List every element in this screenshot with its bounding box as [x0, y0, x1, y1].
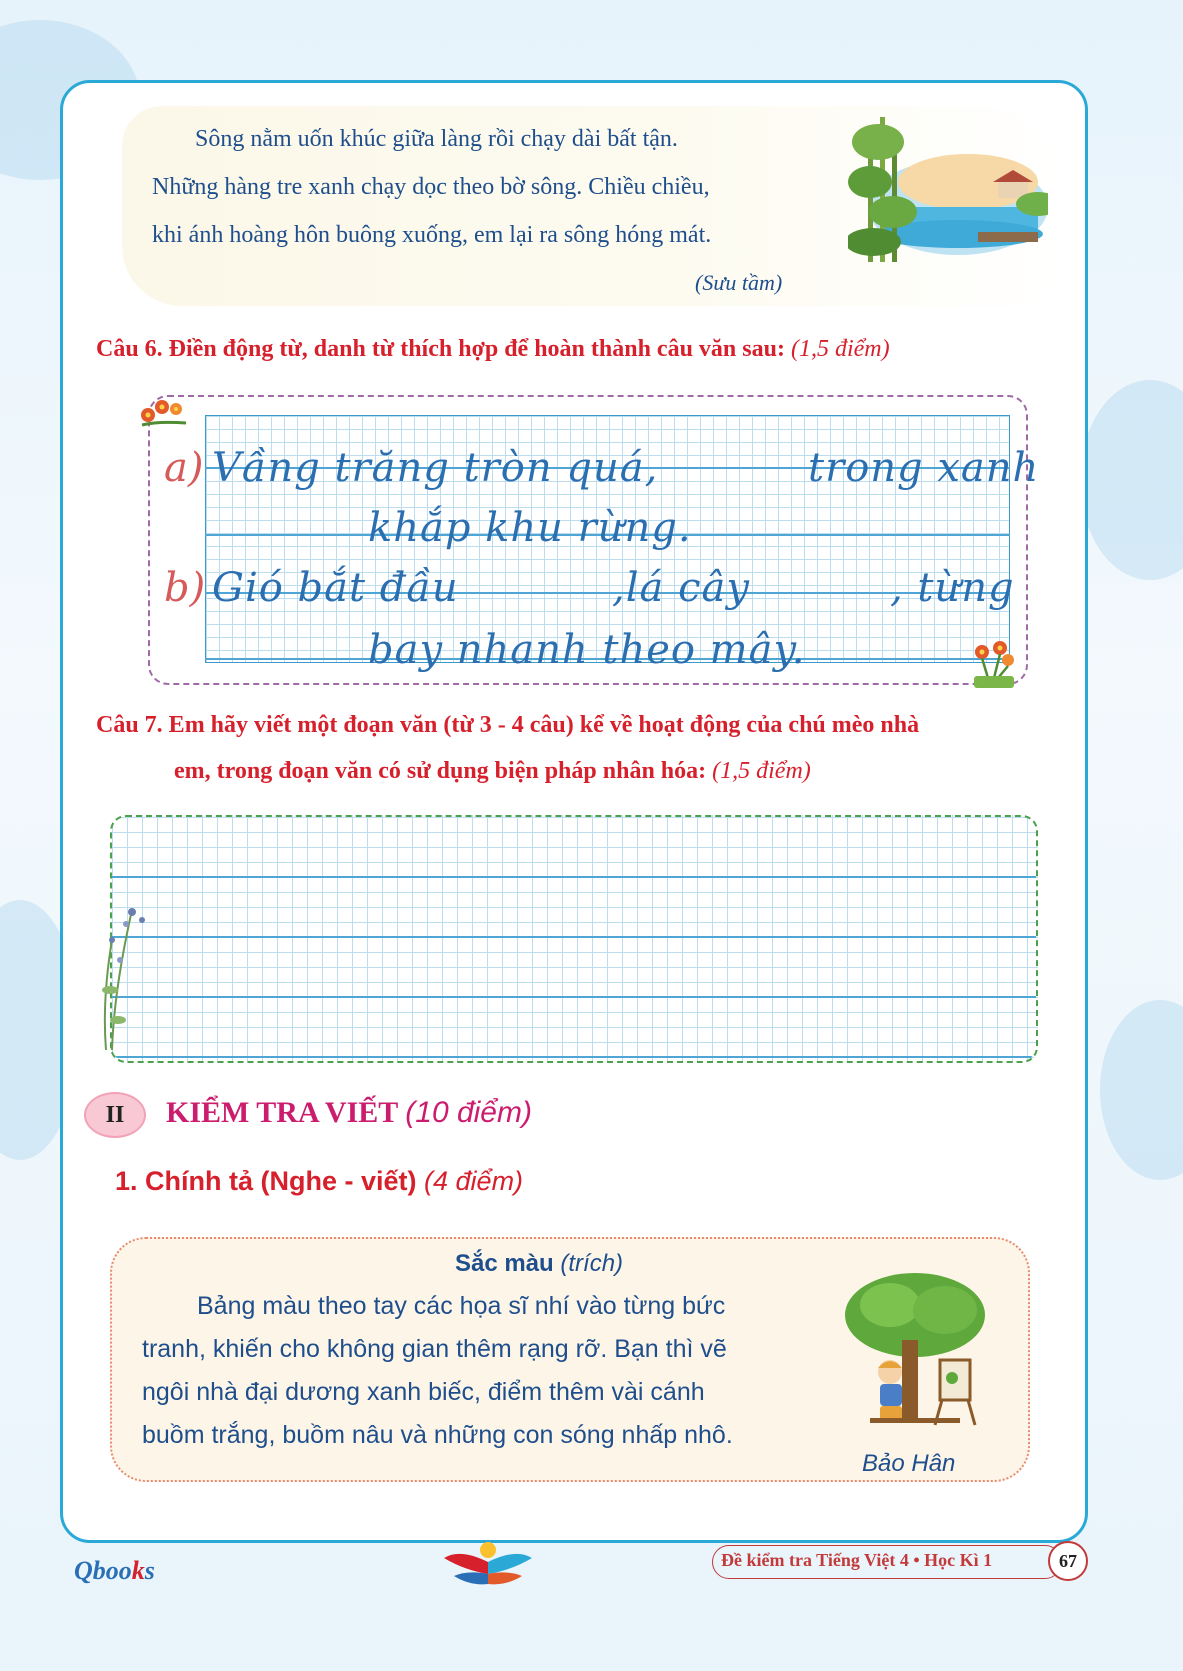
dictation-author: Bảo Hân [862, 1450, 956, 1477]
q6-prompt: Câu 6. Điền động từ, danh từ thích hợp để hoàn thành câu văn sau: (1,5 điểm) [96, 336, 890, 362]
dictation-line: Bảng màu theo tay các họa sĩ nhí vào từng bức [197, 1292, 726, 1320]
dictation-line: buồm trắng, buồm nâu và những con sóng nhấp nhô. [142, 1421, 733, 1449]
q7-prompt-line1: Câu 7. Em hãy viết một đoạn văn (từ 3 - 4 câu) kể về hoạt động của chú mèo nhà [96, 712, 920, 738]
section-title: KIỂM TRA VIẾT (10 điểm) [166, 1096, 532, 1129]
grid-guide-line [112, 1056, 1036, 1058]
q6-b-text-part2: ,lá cây [612, 565, 750, 611]
child-painting-illustration [840, 1270, 990, 1430]
q6-b-text-part1: Gió bắt đầu [212, 565, 459, 611]
q6-label-a: a) [164, 445, 204, 491]
q6-points: (1,5 điểm) [790, 336, 890, 362]
q6-a-text-part2: trong xanh [808, 445, 1040, 491]
section-number-badge: II [84, 1092, 146, 1138]
dictation-line: tranh, khiến cho không gian thêm rạng rỡ. Bạn thì vẽ [142, 1335, 727, 1363]
section-points: (10 điểm) [405, 1096, 532, 1129]
footer-book-title: Đề kiểm tra Tiếng Việt 4 • Học Kì 1 [721, 1550, 993, 1570]
q6-a-text-part1: Vầng trăng tròn quá, [212, 445, 659, 491]
flower-decoration-icon [138, 395, 194, 431]
flower-pot-icon [968, 640, 1020, 690]
grid-guide-line [112, 876, 1036, 878]
grid-guide-line [112, 936, 1036, 938]
intro-line: Sông nằm uốn khúc giữa làng rồi chạy dài bất tận. [195, 126, 678, 152]
dictation-line: ngôi nhà đại dương xanh biếc, điểm thêm vài cánh [142, 1378, 705, 1406]
intro-line: Những hàng tre xanh chạy dọc theo bờ sông. Chiều chiều, [152, 174, 710, 200]
bg-cloud [1080, 380, 1183, 580]
dictation-title: Sắc màu (trích) [455, 1250, 624, 1277]
q7-prompt-line2: em, trong đoạn văn có sử dụng biện pháp nhân hóa: (1,5 điểm) [174, 758, 811, 784]
page-number: 67 [1048, 1541, 1088, 1581]
q7-points: (1,5 điểm) [712, 758, 811, 784]
intro-line: khi ánh hoàng hôn buông xuống, em lại ra sông hóng mát. [152, 222, 712, 248]
q6-a-text-line2: khắp khu rừng. [368, 505, 692, 551]
wildflower-decoration-icon [92, 900, 162, 1050]
intro-source: (Sưu tầm) [695, 270, 783, 295]
q6-b-text-part3: , từng [890, 565, 1015, 611]
q6-label-b: b) [164, 565, 206, 611]
subsection-title: 1. Chính tả (Nghe - viết) (4 điểm) [115, 1166, 524, 1196]
book-wings-logo-icon [440, 1540, 536, 1590]
q6-b-text-line2: bay nhanh theo mây. [368, 627, 806, 673]
river-bamboo-illustration [848, 112, 1048, 272]
subsection-points: (4 điểm) [424, 1166, 524, 1196]
q7-writing-grid[interactable] [110, 815, 1038, 1063]
grid-guide-line [112, 996, 1036, 998]
bg-cloud [1100, 1000, 1183, 1180]
qbooks-logo: Qbooks [74, 1556, 155, 1585]
